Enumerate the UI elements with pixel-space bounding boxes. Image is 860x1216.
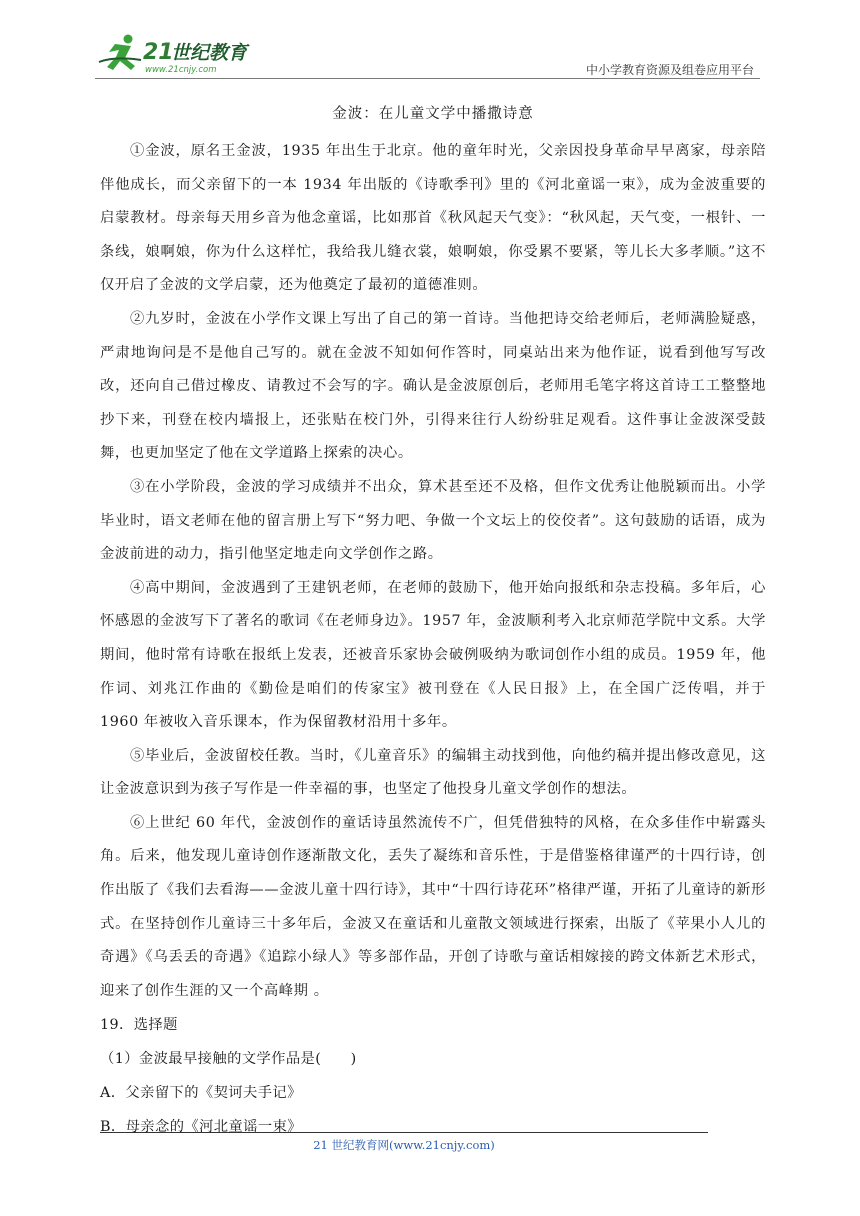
footer-text: 21 世纪教育网(www.21cnjy.com) xyxy=(313,1138,495,1152)
article-title: 金波：在儿童文学中播撒诗意 xyxy=(332,106,534,122)
platform-name: 中小学教育资源及组卷应用平台 xyxy=(585,63,754,77)
paragraph-2: ②九岁时，金波在小学作文课上写出了自己的第一首诗。当他把诗交给老师后，老师满脸疑惑，严肃地询问是不是他自己写的。就在金波不知如何作答时，同桌站出来为他作证，说看到他写写改改，还向自己借过橡皮、请教过不会写的字。确认是金波原创后，老师用毛笔字将这首诗工工整整地抄下来，刊登在校内墙报上，还张贴在校门外，引得来往行人纷纷驻足观看。这件事让金波深受鼓舞，也更加坚定了他在文学道路上探索的决心。 xyxy=(100,310,766,462)
paragraph-3: ③在小学阶段，金波的学习成绩并不出众，算术甚至还不及格，但作文优秀让他脱颖而出。小学毕业时，语文老师在他的留言册上写下“努力吧、争做一个文坛上的佼佼者”。这句鼓励的话语，成为金波前进的动力，指引他坚定地走向文学创作之路。 xyxy=(100,478,766,563)
option-a: A．父亲留下的《契诃夫手记》 xyxy=(100,1085,302,1102)
question-heading: 19．选择题 xyxy=(100,1017,178,1034)
paragraph-1: ①金波，原名王金波，1935 年出生于北京。他的童年时光，父亲因投身革命早早离家，母亲陪伴他成长，而父亲留下的一本 1934 年出版的《诗歌季刊》里的《河北童谣一束》，成为金波重要的启蒙教材。母亲每天用乡音为他念童谣，比如那首《秋风起天气变》：“秋风起，天气变，一根针、一条线，娘啊娘，你为什么这样忙，我给我儿缝衣裳，娘啊娘，你受累不要紧，等儿长大多孝顺。”这不仅开启了金波的文学启蒙，还为他奠定了最初的道德准则。 xyxy=(100,143,766,294)
paragraph-6: ⑥上世纪 60 年代，金波创作的童话诗虽然流传不广，但凭借独特的风格，在众多佳作中崭露头角。后来，他发现儿童诗创作逐渐散文化，丢失了凝练和音乐性，于是借鉴格律谨严的十四行诗，创作出版了《我们去看海——金波儿童十四行诗》，其中“十四行诗花环”格律严谨，开拓了儿童诗的新形式。在坚持创作儿童诗三十多年后，金波又在童话和儿童散文领域进行探索，出版了《苹果小人儿的奇遇》《乌丢丢的奇遇》《追踪小绿人》等多部作品，开创了诗歌与童话相嫁接的跨文体新艺术形式，迎来了创作生涯的又一个高峰期 。 xyxy=(100,814,766,999)
site-logo xyxy=(95,30,265,78)
svg-text:www.21cnjy.com: www.21cnjy.com xyxy=(145,65,217,75)
svg-text:世纪教育: 世纪教育 xyxy=(171,42,248,64)
svg-text:21: 21 xyxy=(143,40,174,65)
question-sub: （1）金波最早接触的文学作品是( ) xyxy=(100,1051,357,1068)
paragraph-5: ⑤毕业后，金波留校任教。当时，《儿童音乐》的编辑主动找到他，向他约稿并提出修改意见，这让金波意识到为孩子写作是一件幸福的事，也坚定了他投身儿童文学创作的想法。 xyxy=(100,747,766,798)
paragraph-4: ④高中期间，金波遇到了王建钒老师，在老师的鼓励下，他开始向报纸和杂志投稿。多年后，心怀感恩的金波写下了著名的歌词《在老师身边》。1957 年，金波顺利考入北京师范学院中文系。大学期间，他时常有诗歌在报纸上发表，还被音乐家协会破例吸纳为歌词创作小组的成员。1959 年，他作词、刘兆江作曲的《勤俭是咱们的传家宝》被刊登在《人民日报》上，在全国广泛传唱，并于 1960 年被收入音乐课本，作为保留教材沿用十多年。 xyxy=(100,579,766,731)
page-header xyxy=(95,30,760,80)
header-divider xyxy=(95,78,760,79)
option-b: B．母亲念的《河北童谣一束》 xyxy=(100,1119,302,1136)
running-figure-icon xyxy=(99,35,141,71)
article-body xyxy=(100,101,766,1144)
footer-divider xyxy=(100,1132,708,1133)
